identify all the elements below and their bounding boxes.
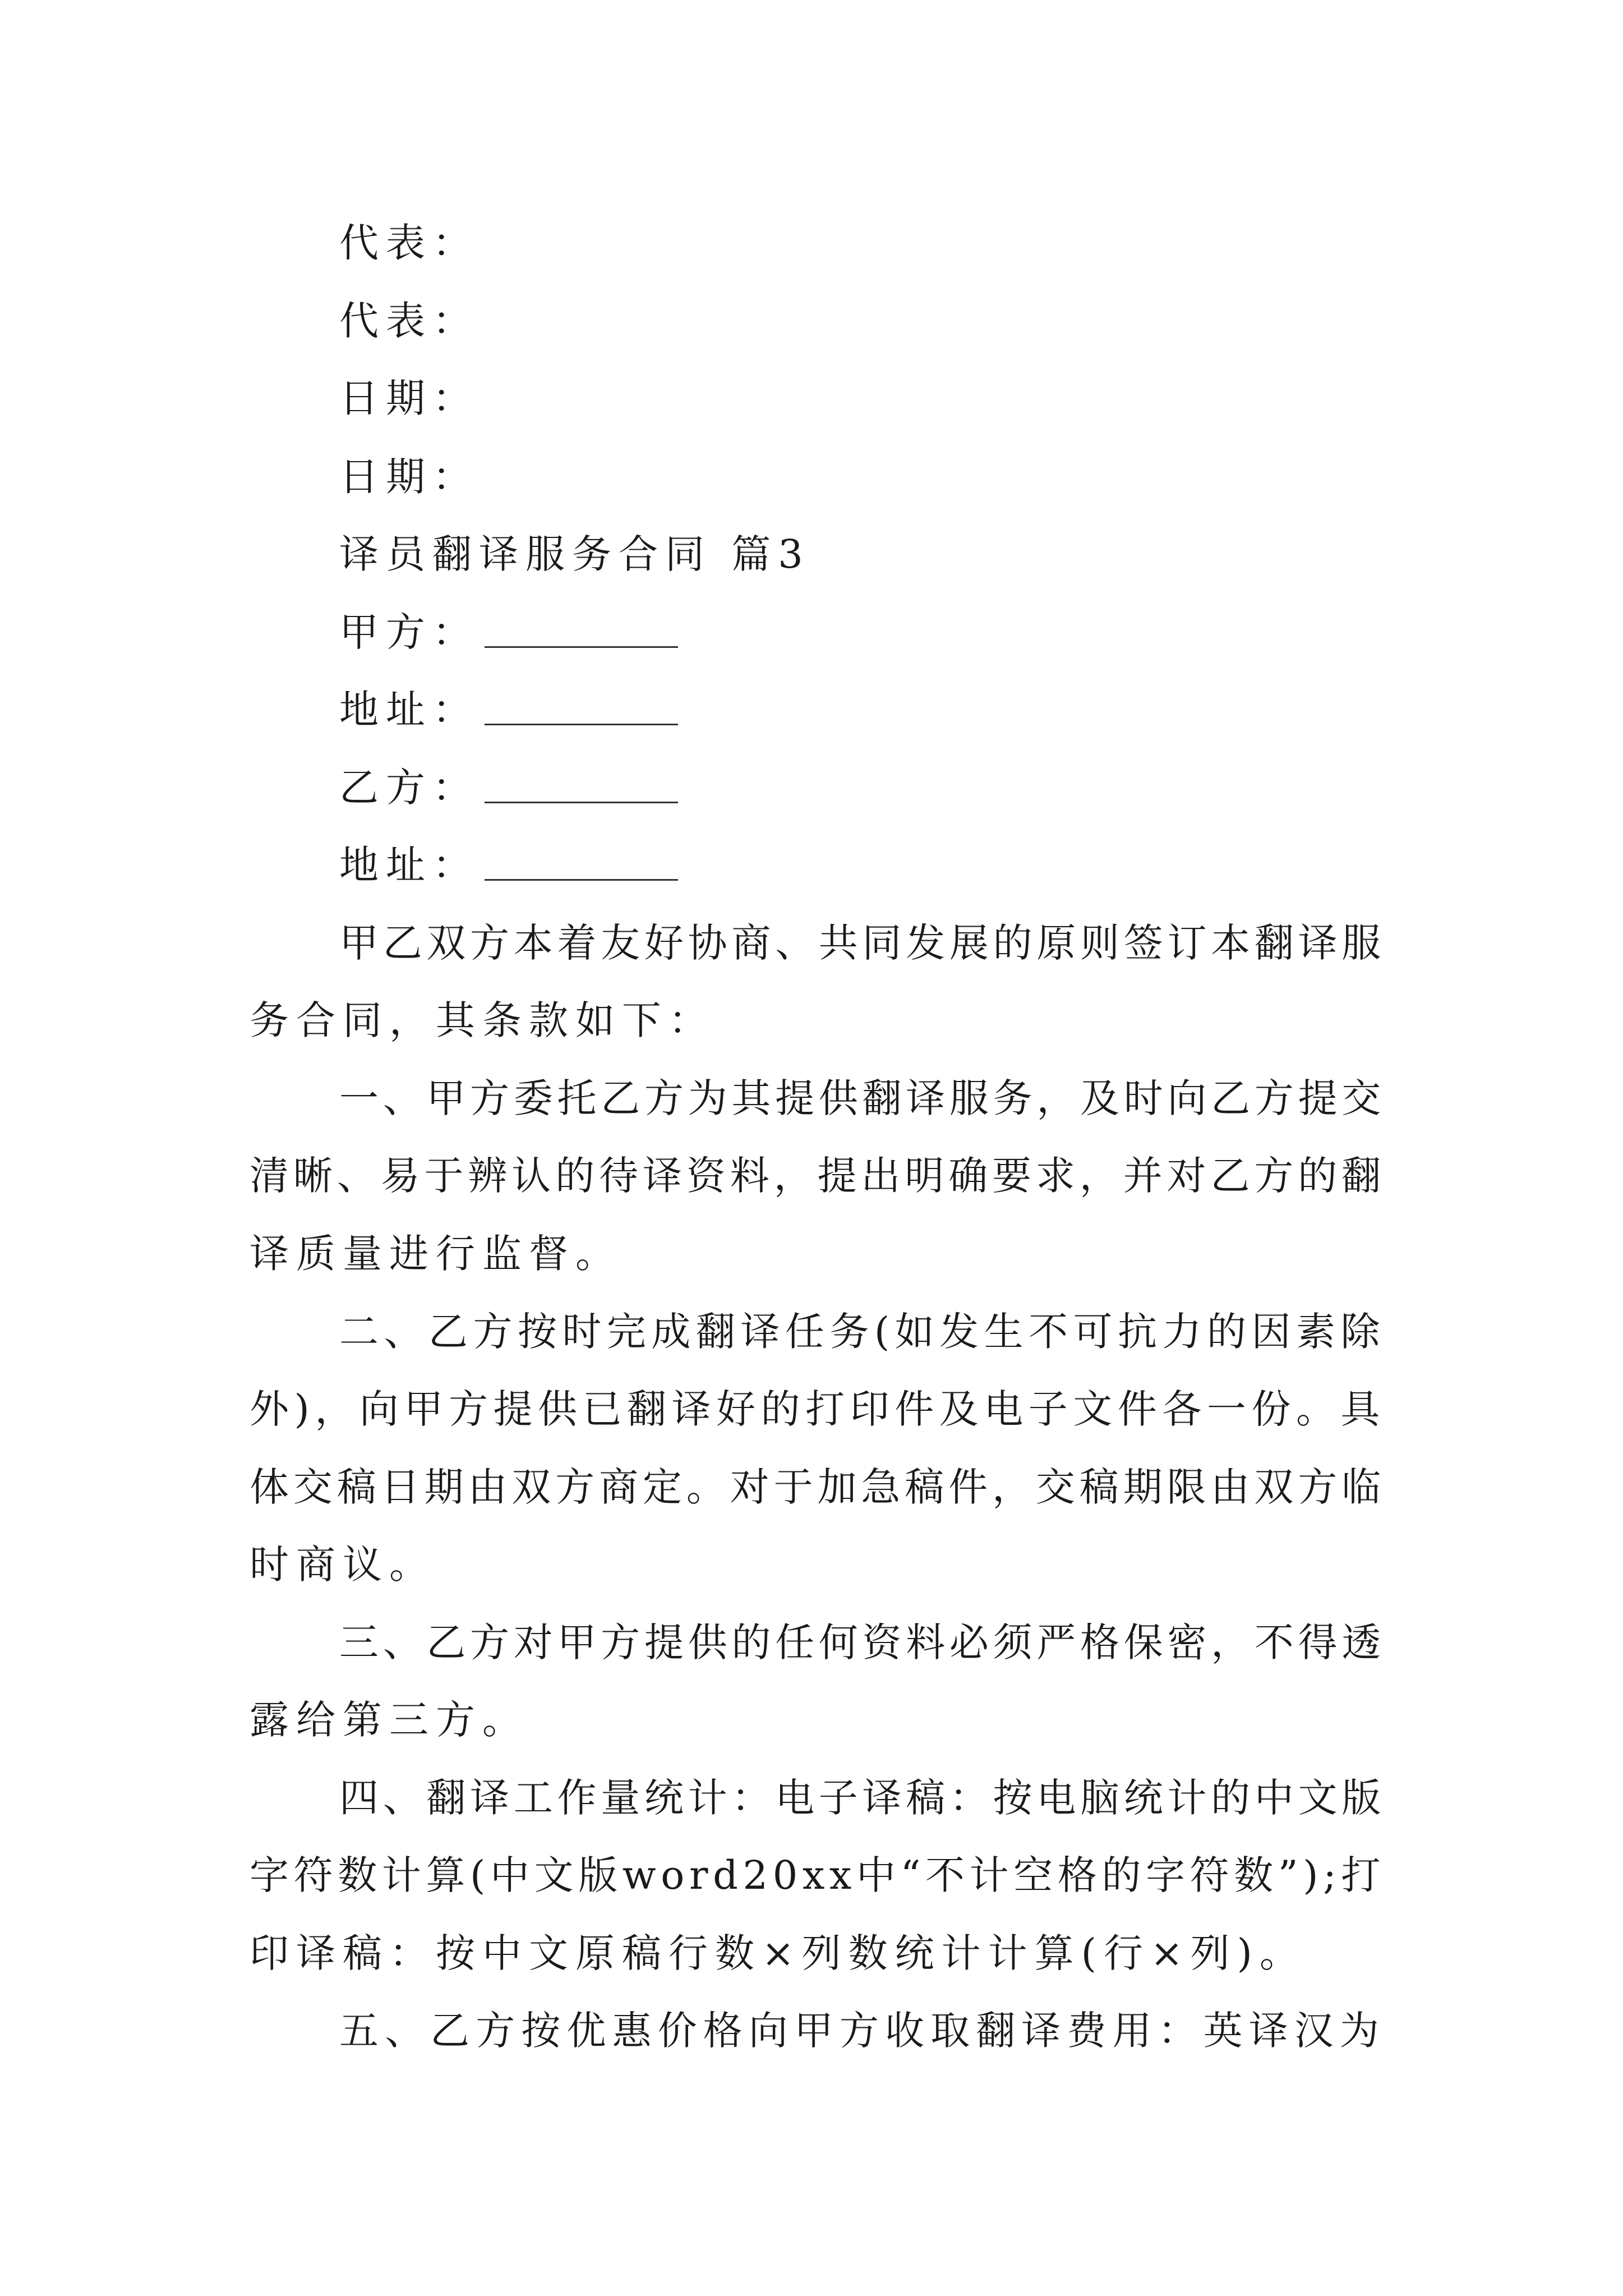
- section-title: 译员翻译服务合同 篇3: [339, 531, 810, 577]
- address-b-line: [339, 840, 678, 890]
- address-a-label: 地址：: [339, 687, 479, 733]
- clause-5-line-1: 五、乙方按优惠价格向甲方收取翻译费用：英译汉为: [339, 2008, 1385, 2054]
- address-b-label: 地址：: [339, 842, 479, 888]
- clause-4-line-2: 字符数计算(中文版word20xx中“不计空格的字符数”);打: [250, 1852, 1385, 1898]
- clause-4-line-3: 印译稿：按中文原稿行数×列数统计计算(行×列)。: [250, 1930, 1306, 1976]
- signature-date-b: 日期：: [339, 454, 479, 500]
- party-b-blank: [485, 799, 678, 803]
- party-b-label: 乙方：: [339, 765, 479, 811]
- clause-2-line-4: 时商议。: [250, 1542, 436, 1588]
- party-b-line: [339, 762, 678, 813]
- clause-2-line-1: 二、乙方按时完成翻译任务(如发生不可抗力的因素除: [339, 1309, 1385, 1355]
- clause-1-line-3: 译质量进行监督。: [250, 1231, 622, 1277]
- address-a-line: [339, 684, 678, 735]
- signature-rep-b: 代表：: [339, 298, 479, 344]
- signature-date-a: 日期：: [339, 375, 479, 421]
- clause-2-line-3: 体交稿日期由双方商定。对于加急稿件，交稿期限由双方临: [250, 1464, 1385, 1510]
- intro-line-2: 务合同，其条款如下：: [250, 997, 715, 1043]
- clause-4-line-1: 四、翻译工作量统计：电子译稿：按电脑统计的中文版: [339, 1775, 1385, 1821]
- clause-1-line-1: 一、甲方委托乙方为其提供翻译服务，及时向乙方提交: [339, 1075, 1385, 1121]
- address-b-blank: [485, 877, 678, 881]
- clause-3-line-1: 三、乙方对甲方提供的任何资料必须严格保密，不得透: [339, 1619, 1385, 1665]
- party-a-blank: [485, 644, 678, 648]
- address-a-blank: [485, 721, 678, 725]
- clause-1-line-2: 清晰、易于辨认的待译资料，提出明确要求，并对乙方的翻: [250, 1153, 1385, 1199]
- clause-2-line-2: 外)，向甲方提供已翻译好的打印件及电子文件各一份。具: [250, 1386, 1385, 1432]
- clause-3-line-2: 露给第三方。: [250, 1697, 529, 1743]
- signature-rep-a: 代表：: [339, 220, 479, 266]
- party-a-label: 甲方：: [339, 609, 479, 655]
- intro-line-1: 甲乙双方本着友好协商、共同发展的原则签订本翻译服: [339, 920, 1385, 966]
- party-a-line: [339, 607, 678, 657]
